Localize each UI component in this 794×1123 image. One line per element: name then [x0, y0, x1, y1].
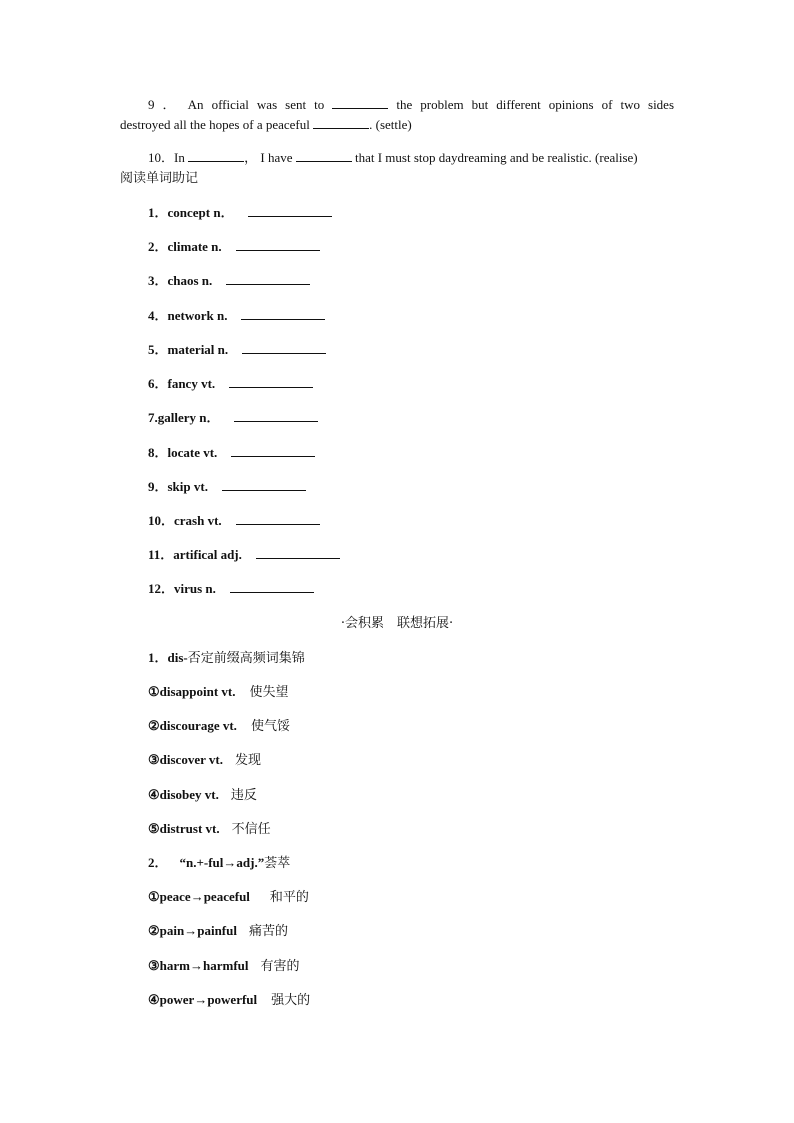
word-en: ②discourage vt.: [148, 718, 237, 733]
word-cn: 发现: [234, 753, 261, 768]
word-entry: [148, 717, 290, 736]
question-text: In: [174, 150, 185, 165]
vocab-word: 5．material n.: [148, 342, 229, 357]
word-en: ①disappoint vt.: [148, 684, 236, 699]
fill-blank[interactable]: [248, 204, 332, 217]
vocab-word: 8．locate vt.: [148, 445, 218, 460]
group-title: [148, 854, 290, 873]
word-cn: 和平的: [269, 890, 309, 905]
vocab-word: 3．chaos n.: [148, 273, 213, 288]
fill-blank[interactable]: [332, 96, 388, 109]
word-entry: [148, 888, 309, 907]
fill-blank[interactable]: [188, 149, 244, 162]
fill-blank[interactable]: [236, 512, 320, 525]
word-en: ④disobey vt.: [148, 787, 219, 802]
question-hint: . (settle): [369, 117, 412, 132]
question-text: ， I have: [244, 150, 293, 165]
word-entry: [148, 683, 289, 702]
fill-blank[interactable]: [256, 546, 340, 559]
fill-blank[interactable]: [241, 307, 325, 320]
vocab-word: 4．network n.: [148, 308, 228, 323]
question-9-line-1: [148, 96, 674, 114]
fill-blank[interactable]: [296, 149, 352, 162]
question-10: [148, 149, 638, 167]
vocab-item: [148, 307, 325, 325]
group-title-en: “n.+-ful→adj.”: [179, 855, 265, 870]
vocab-item: [148, 580, 314, 598]
vocab-item: [148, 204, 332, 222]
group-number: 1．: [148, 650, 168, 665]
word-cn: 违反: [230, 788, 257, 803]
fill-blank[interactable]: [222, 478, 306, 491]
word-en: ②pain→painful: [148, 923, 237, 938]
vocab-heading: 阅读单词助记: [120, 171, 199, 186]
vocab-word: 9．skip vt.: [148, 479, 208, 494]
word-entry: [148, 820, 271, 839]
vocab-word: 2．climate n.: [148, 239, 222, 254]
section-heading: ·会积累 联想拓展·: [340, 616, 454, 631]
vocab-item: [148, 512, 320, 530]
word-cn: 使失望: [249, 685, 289, 700]
word-cn: 强大的: [271, 993, 311, 1008]
question-text: that I must stop daydreaming and be realistic. (realise): [354, 150, 638, 165]
fill-blank[interactable]: [229, 375, 313, 388]
vocab-item: [148, 546, 340, 564]
fill-blank[interactable]: [231, 444, 315, 457]
vocab-word: 6．fancy vt.: [148, 376, 216, 391]
vocab-word: 12．virus n.: [148, 581, 216, 596]
word-en: ①peace→peaceful: [148, 889, 250, 904]
vocab-item: [148, 375, 313, 393]
word-entry: [148, 991, 310, 1010]
word-entry: [148, 786, 257, 805]
fill-blank[interactable]: [230, 580, 314, 593]
word-cn: 有害的: [260, 959, 300, 974]
fill-blank[interactable]: [242, 341, 326, 354]
vocab-item: [148, 409, 318, 427]
question-number: 10．: [148, 150, 175, 165]
word-en: ③harm→harmful: [148, 958, 249, 973]
word-en: ③discover vt.: [148, 752, 223, 767]
group-title: [148, 649, 305, 668]
word-cn: 痛苦的: [248, 924, 288, 939]
vocab-item: [148, 478, 306, 496]
question-text: An official was sent to: [187, 97, 325, 112]
word-en: ⑤distrust vt.: [148, 821, 220, 836]
fill-blank[interactable]: [236, 238, 320, 251]
fill-blank[interactable]: [234, 409, 318, 422]
vocab-item: [148, 444, 315, 462]
fill-blank[interactable]: [226, 272, 310, 285]
group-title-cn: 荟萃: [264, 856, 291, 871]
group-title-cn: 否定前缀高频词集锦: [187, 651, 305, 666]
vocab-item: [148, 272, 310, 290]
group-title-en: dis-: [167, 650, 188, 665]
question-text: destroyed all the hopes of a peaceful: [120, 117, 310, 132]
question-number: 9 ．: [148, 97, 181, 112]
word-en: ④power→powerful: [148, 992, 258, 1007]
word-entry: [148, 751, 261, 770]
question-9-line-2: [120, 116, 674, 134]
question-text: the problem but different opinions of two sides: [396, 97, 675, 112]
vocab-item: [148, 341, 326, 359]
fill-blank[interactable]: [313, 116, 369, 129]
word-entry: [148, 922, 288, 941]
word-entry: [148, 957, 300, 976]
vocab-word: 10．crash vt.: [148, 513, 222, 528]
vocab-word: 7.gallery n．: [148, 410, 220, 425]
word-cn: 不信任: [231, 822, 271, 837]
word-cn: 使气馁: [250, 719, 290, 734]
group-number: 2．: [148, 855, 168, 870]
vocab-word: 11．artifical adj.: [148, 547, 242, 562]
vocab-item: [148, 238, 320, 256]
vocab-word: 1．concept n．: [148, 205, 234, 220]
